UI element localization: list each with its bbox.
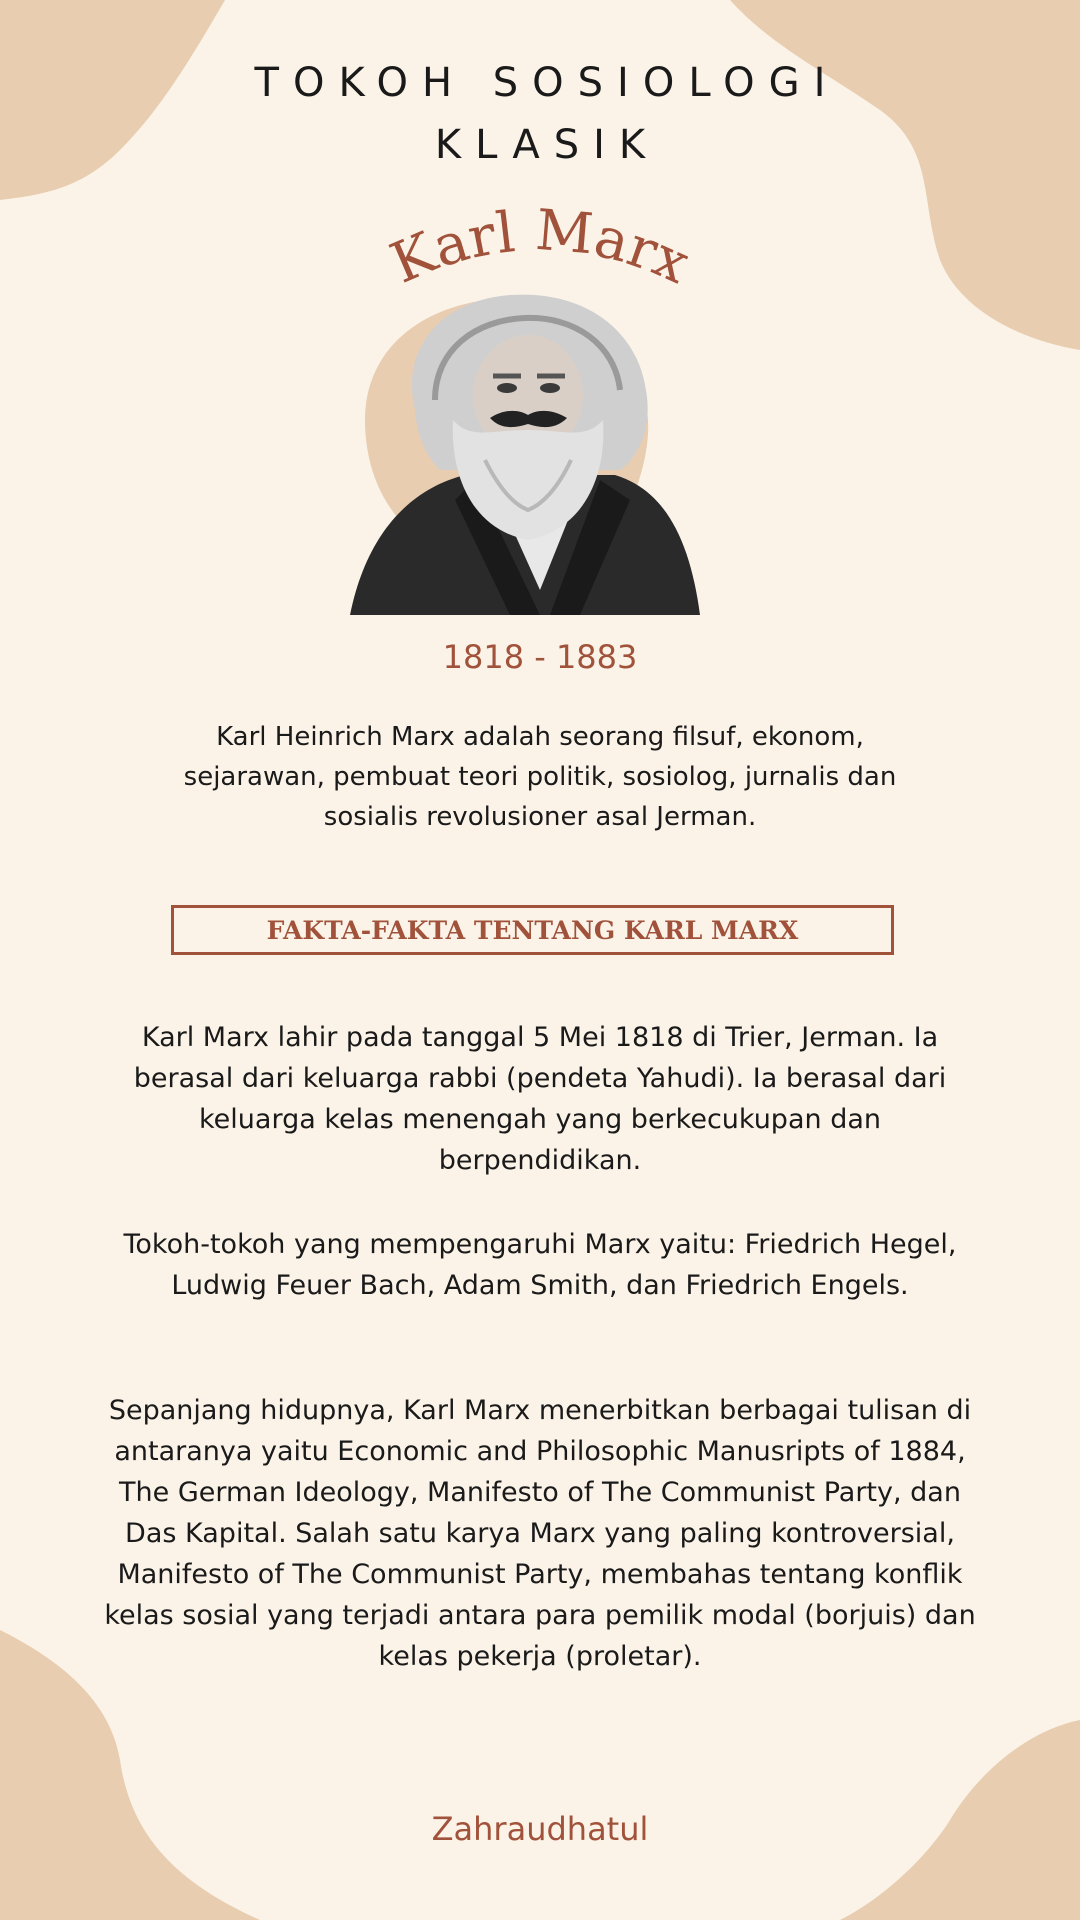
fact-paragraph-1: Karl Marx lahir pada tanggal 5 Mei 1818 di Trier, Jerman. Ia berasal dari keluarga rabbi (pendeta Yahudi). Ia berasal dari keluarga kelas menengah yang berkecukupan dan berpendidikan. xyxy=(133,1022,947,1176)
intro-paragraph: Karl Heinrich Marx adalah seorang filsuf, ekonom, sejarawan, pembuat teori politik, sosiolog, jurnalis dan sosialis revolusioner asal Jerman. xyxy=(183,722,897,832)
title-line-1: TOKOH SOSIOLOGI xyxy=(254,60,840,106)
title-line-2: KLASIK xyxy=(434,122,660,168)
facts-heading: FAKTA-FAKTA TENTANG KARL MARX xyxy=(171,905,894,955)
fact-paragraph-2: Tokoh-tokoh yang mempengaruhi Marx yaitu: Friedrich Hegel, Ludwig Feuer Bach, Adam Smith, dan Friedrich Engels. xyxy=(123,1229,957,1301)
page-title xyxy=(0,52,1080,176)
author-name: Zahraudhatul xyxy=(431,1810,649,1848)
portrait-image xyxy=(345,290,735,615)
svg-text:Karl Marx xyxy=(382,198,699,297)
profile-name: Karl Marx xyxy=(381,197,699,297)
fact-paragraph-3: Sepanjang hidupnya, Karl Marx menerbitkan berbagai tulisan di antaranya yaitu Economic and Philosophic Manusripts of 1884, The German Ideology, Manifesto of The Communist Party, dan Das Kapital. Salah satu karya Marx yang paling kontroversial, Manifesto of The Communist Party, membahas tentang konflik kelas sosial yang terjadi antara para pemilik modal (borjuis) dan kelas pekerja (proletar). xyxy=(104,1395,976,1672)
life-years: 1818 - 1883 xyxy=(442,638,638,676)
